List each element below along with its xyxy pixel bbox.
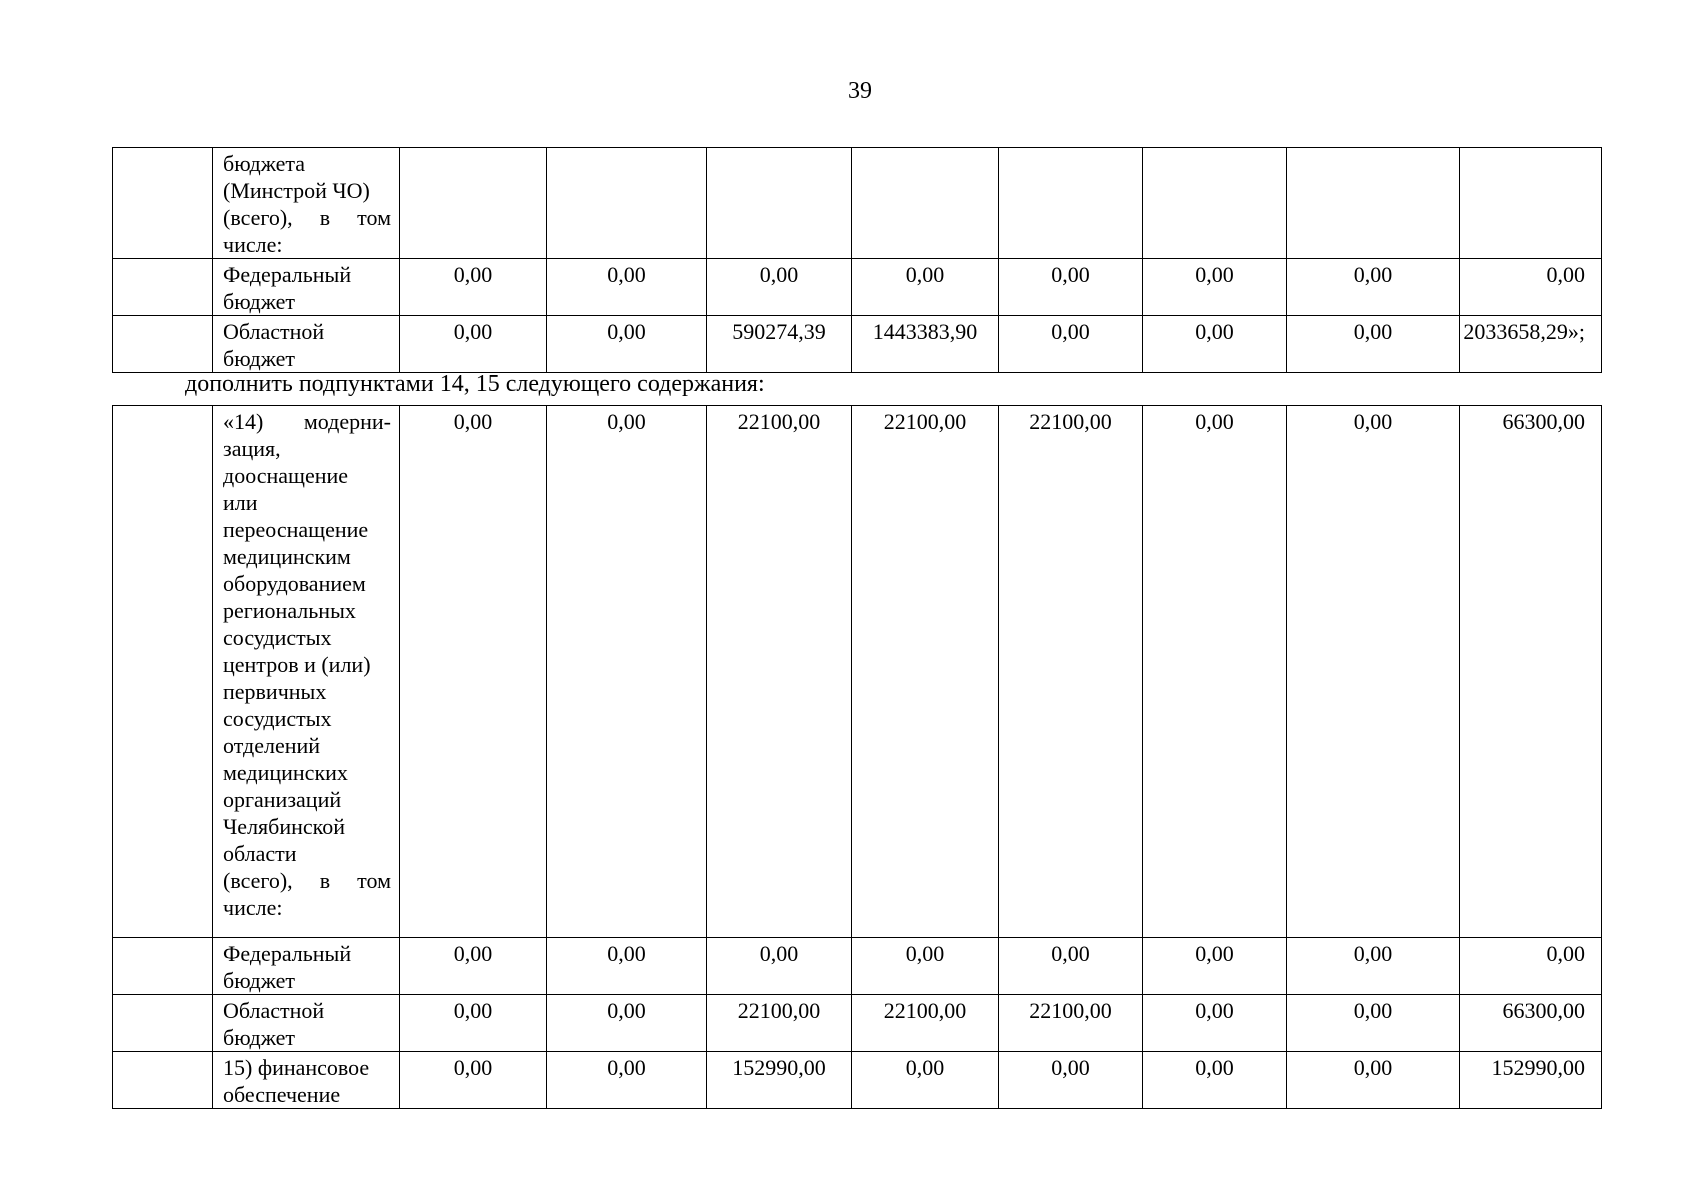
value-cell: 22100,00 xyxy=(852,406,999,938)
label-line: обеспечение xyxy=(223,1082,341,1107)
value-cell: 0,00 xyxy=(547,938,707,995)
label-line: или xyxy=(223,490,258,515)
value-cell: 0,00 xyxy=(400,316,547,373)
value-cell: 66300,00 xyxy=(1460,406,1602,938)
value-cell: 0,00 xyxy=(547,995,707,1052)
value-cell: 0,00 xyxy=(999,316,1143,373)
label-line: Федеральный xyxy=(223,941,352,966)
label-line: бюджет xyxy=(223,968,295,993)
value-cell: 590274,39 xyxy=(707,316,852,373)
row-number-cell xyxy=(113,938,213,995)
value-cell: 0,00 xyxy=(707,259,852,316)
table-row xyxy=(113,148,1602,259)
value-cell: 0,00 xyxy=(999,1052,1143,1109)
page-number: 39 xyxy=(848,78,872,104)
table-row xyxy=(113,316,1602,373)
value-cell: 0,00 xyxy=(400,259,547,316)
label-line: Челябинской xyxy=(223,814,346,839)
value-cell: 0,00 xyxy=(852,938,999,995)
label-line: области xyxy=(223,841,297,866)
value-cell: 0,00 xyxy=(999,938,1143,995)
label-line: оборудованием xyxy=(223,571,366,596)
label-line: Областной xyxy=(223,319,325,344)
row-number-cell xyxy=(113,259,213,316)
value-cell: 0,00 xyxy=(1287,316,1460,373)
value-cell: 1443383,90 xyxy=(852,316,999,373)
value-cell: 0,00 xyxy=(400,406,547,938)
row-label-cell xyxy=(213,938,400,995)
value-cell: 0,00 xyxy=(1143,259,1287,316)
value-cell: 0,00 xyxy=(400,1052,547,1109)
budget-table-new-subitems xyxy=(112,405,1602,1109)
value-cell: 0,00 xyxy=(1143,995,1287,1052)
label-line: (Минстрой ЧО) xyxy=(223,178,370,203)
value-cell: 0,00 xyxy=(1460,259,1602,316)
value-cell: 22100,00 xyxy=(999,995,1143,1052)
value-cell: 66300,00 xyxy=(1460,995,1602,1052)
value-cell: 0,00 xyxy=(400,995,547,1052)
label-line: 15) финансовое xyxy=(223,1055,370,1080)
row-label-cell xyxy=(213,148,400,259)
value-cell: 0,00 xyxy=(1287,1052,1460,1109)
label-line: медицинских xyxy=(223,760,348,785)
label-line: бюджет xyxy=(223,346,295,371)
label-line: переоснащение xyxy=(223,517,369,542)
row-number-cell xyxy=(113,148,213,259)
label-line: региональных xyxy=(223,598,356,623)
value-cell xyxy=(707,148,852,259)
label-line: сосудистых xyxy=(223,625,332,650)
label-line: бюджета xyxy=(223,151,306,176)
value-cell: 0,00 xyxy=(547,316,707,373)
label-line: первичных xyxy=(223,679,327,704)
label-line: (всего), в том xyxy=(223,205,391,230)
value-cell: 22100,00 xyxy=(707,406,852,938)
table-row xyxy=(113,1052,1602,1109)
value-cell xyxy=(1460,148,1602,259)
value-cell: 0,00 xyxy=(547,406,707,938)
label-line: медицинским xyxy=(223,544,351,569)
label-line: (всего), в том xyxy=(223,868,391,893)
value-cell: 22100,00 xyxy=(707,995,852,1052)
value-cell: 22100,00 xyxy=(999,406,1143,938)
value-cell: 0,00 xyxy=(1143,316,1287,373)
table-row xyxy=(113,259,1602,316)
value-cell: 0,00 xyxy=(1143,938,1287,995)
value-cell: 0,00 xyxy=(999,259,1143,316)
row-label-cell xyxy=(213,259,400,316)
value-cell: 0,00 xyxy=(1287,995,1460,1052)
label-line: дооснащение xyxy=(223,463,349,488)
value-cell: 22100,00 xyxy=(852,995,999,1052)
row-label-cell xyxy=(213,995,400,1052)
row-number-cell xyxy=(113,1052,213,1109)
table-row xyxy=(113,406,1602,938)
value-cell: 0,00 xyxy=(1287,938,1460,995)
label-line: центров и (или) xyxy=(223,652,371,677)
value-cell: 0,00 xyxy=(1287,259,1460,316)
value-cell: 0,00 xyxy=(547,259,707,316)
label-line: организаций xyxy=(223,787,342,812)
row-number-cell xyxy=(113,316,213,373)
value-cell xyxy=(852,148,999,259)
value-cell xyxy=(547,148,707,259)
value-cell: 0,00 xyxy=(1460,938,1602,995)
value-cell xyxy=(400,148,547,259)
row-label-cell xyxy=(213,1052,400,1109)
budget-table-continuation xyxy=(112,147,1602,373)
value-cell: 0,00 xyxy=(400,938,547,995)
label-line: «14) модерни- xyxy=(223,409,391,434)
table-row xyxy=(113,938,1602,995)
value-cell: 0,00 xyxy=(547,1052,707,1109)
label-line: отделений xyxy=(223,733,321,758)
label-line: Областной xyxy=(223,998,325,1023)
value-cell: 152990,00 xyxy=(707,1052,852,1109)
value-cell: 0,00 xyxy=(1287,406,1460,938)
label-line: числе: xyxy=(223,895,283,920)
label-line: числе: xyxy=(223,232,283,257)
value-cell xyxy=(1287,148,1460,259)
amendment-text: дополнить подпунктами 14, 15 следующего содержания: xyxy=(185,371,765,397)
value-cell: 0,00 xyxy=(707,938,852,995)
value-cell: 0,00 xyxy=(852,1052,999,1109)
value-cell xyxy=(999,148,1143,259)
value-cell: 0,00 xyxy=(852,259,999,316)
row-number-cell xyxy=(113,406,213,938)
value-cell: 152990,00 xyxy=(1460,1052,1602,1109)
row-label-cell xyxy=(213,406,400,938)
label-line: бюджет xyxy=(223,1025,295,1050)
row-label-cell xyxy=(213,316,400,373)
value-cell: 2033658,29»; xyxy=(1460,316,1602,373)
table-row xyxy=(113,995,1602,1052)
label-line: сосудистых xyxy=(223,706,332,731)
value-cell: 0,00 xyxy=(1143,1052,1287,1109)
value-cell xyxy=(1143,148,1287,259)
row-number-cell xyxy=(113,995,213,1052)
label-line: Федеральный xyxy=(223,262,352,287)
value-cell: 0,00 xyxy=(1143,406,1287,938)
label-line: бюджет xyxy=(223,289,295,314)
label-line: зация, xyxy=(223,436,281,461)
